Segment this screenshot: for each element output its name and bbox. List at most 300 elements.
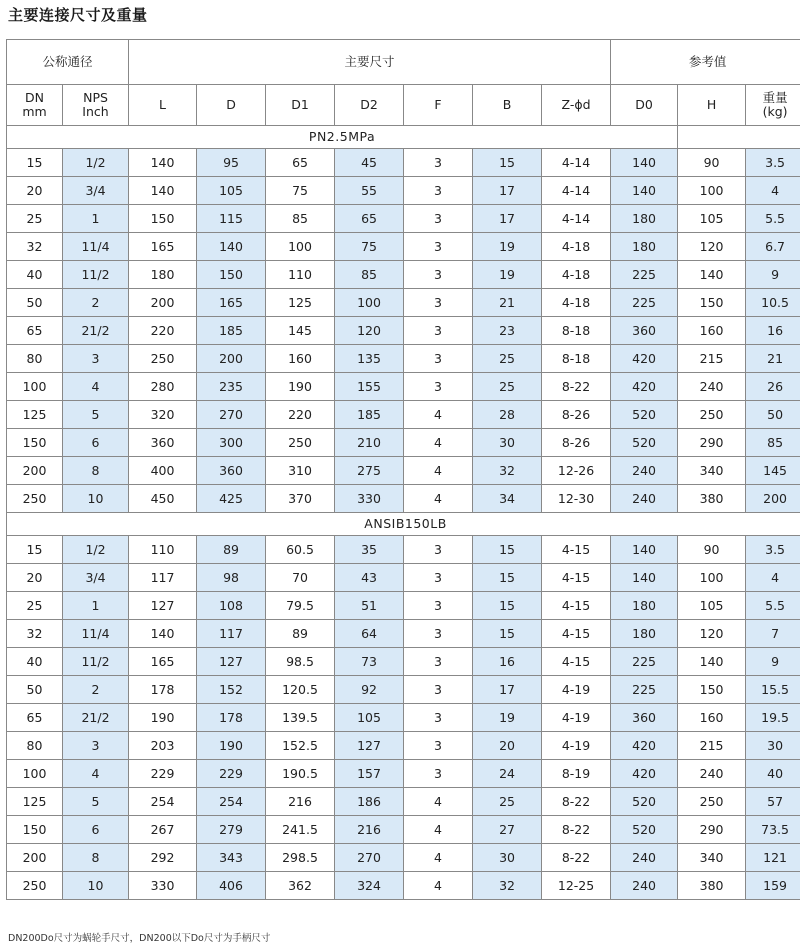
section-row — [7, 513, 800, 536]
cell-d2: 43 — [335, 564, 404, 592]
cell-l: 140 — [129, 620, 197, 648]
cell-d: 343 — [197, 844, 266, 872]
cell-d: 425 — [197, 485, 266, 513]
cell-l: 229 — [129, 760, 197, 788]
cell-d2: 155 — [335, 373, 404, 401]
table-row — [7, 704, 800, 732]
cell-d1: 60.5 — [266, 536, 335, 564]
column-header-label: D2 — [360, 97, 378, 112]
cell-weight: 121 — [746, 844, 800, 872]
column-header-unit: mm — [22, 104, 47, 119]
cell-nps: 4 — [63, 760, 129, 788]
column-header-unit: (kg) — [762, 104, 788, 119]
cell-b: 21 — [473, 289, 542, 317]
cell-dn: 65 — [7, 704, 63, 732]
cell-d1: 310 — [266, 457, 335, 485]
cell-d: 178 — [197, 704, 266, 732]
column-header-label: D1 — [291, 97, 309, 112]
cell-dn: 200 — [7, 457, 63, 485]
table-row — [7, 345, 800, 373]
cell-d2: 51 — [335, 592, 404, 620]
cell-f: 4 — [404, 872, 473, 900]
cell-d: 185 — [197, 317, 266, 345]
cell-b: 25 — [473, 373, 542, 401]
cell-h: 100 — [678, 564, 746, 592]
column-header-z-phi-d — [542, 85, 611, 126]
cell-d2: 35 — [335, 536, 404, 564]
cell-d: 150 — [197, 261, 266, 289]
cell-z-phi-d: 4-19 — [542, 676, 611, 704]
cell-d2: 185 — [335, 401, 404, 429]
cell-nps: 8 — [63, 844, 129, 872]
cell-dn: 20 — [7, 177, 63, 205]
table-row — [7, 261, 800, 289]
column-header-label: Z-ϕd — [561, 97, 591, 112]
cell-h: 140 — [678, 648, 746, 676]
cell-z-phi-d: 4-18 — [542, 289, 611, 317]
cell-d: 254 — [197, 788, 266, 816]
cell-d1: 139.5 — [266, 704, 335, 732]
cell-d0: 420 — [611, 732, 678, 760]
cell-l: 400 — [129, 457, 197, 485]
cell-d0: 140 — [611, 177, 678, 205]
cell-f: 4 — [404, 401, 473, 429]
cell-weight: 26 — [746, 373, 800, 401]
dimensions-table — [6, 39, 800, 900]
cell-f: 3 — [404, 345, 473, 373]
column-header-label: NPS — [83, 90, 108, 105]
column-header-label: F — [434, 97, 442, 112]
cell-l: 254 — [129, 788, 197, 816]
cell-b: 16 — [473, 648, 542, 676]
cell-h: 150 — [678, 289, 746, 317]
cell-h: 100 — [678, 177, 746, 205]
cell-nps: 5 — [63, 788, 129, 816]
cell-h: 140 — [678, 261, 746, 289]
cell-d1: 152.5 — [266, 732, 335, 760]
cell-d2: 275 — [335, 457, 404, 485]
cell-z-phi-d: 8-26 — [542, 401, 611, 429]
cell-d0: 180 — [611, 233, 678, 261]
cell-b: 27 — [473, 816, 542, 844]
cell-f: 3 — [404, 592, 473, 620]
cell-d: 270 — [197, 401, 266, 429]
cell-z-phi-d: 4-15 — [542, 648, 611, 676]
cell-nps: 5 — [63, 401, 129, 429]
cell-z-phi-d: 4-15 — [542, 592, 611, 620]
cell-h: 160 — [678, 704, 746, 732]
cell-dn: 25 — [7, 205, 63, 233]
cell-f: 4 — [404, 457, 473, 485]
cell-nps: 2 — [63, 676, 129, 704]
cell-dn: 50 — [7, 289, 63, 317]
cell-d2: 186 — [335, 788, 404, 816]
cell-weight: 5.5 — [746, 592, 800, 620]
cell-z-phi-d: 8-18 — [542, 345, 611, 373]
cell-l: 165 — [129, 233, 197, 261]
cell-d0: 180 — [611, 592, 678, 620]
table-row — [7, 485, 800, 513]
cell-nps: 3 — [63, 345, 129, 373]
page-title: 主要连接尺寸及重量 — [8, 6, 148, 24]
cell-dn: 40 — [7, 648, 63, 676]
cell-f: 3 — [404, 149, 473, 177]
cell-f: 4 — [404, 788, 473, 816]
cell-weight: 19.5 — [746, 704, 800, 732]
column-header-l — [129, 85, 197, 126]
column-header-h — [678, 85, 746, 126]
cell-d0: 240 — [611, 844, 678, 872]
column-header-label: 重量 — [762, 90, 788, 105]
table-row — [7, 872, 800, 900]
cell-weight: 50 — [746, 401, 800, 429]
cell-weight: 7 — [746, 620, 800, 648]
section-label: PN2.5MPa — [7, 126, 678, 149]
cell-nps: 21/2 — [63, 704, 129, 732]
cell-b: 17 — [473, 177, 542, 205]
cell-dn: 40 — [7, 261, 63, 289]
section-row — [7, 126, 800, 149]
cell-h: 250 — [678, 788, 746, 816]
cell-d2: 100 — [335, 289, 404, 317]
table-row — [7, 760, 800, 788]
cell-d1: 216 — [266, 788, 335, 816]
cell-h: 290 — [678, 429, 746, 457]
cell-dn: 32 — [7, 620, 63, 648]
column-header-d — [197, 85, 266, 126]
cell-d: 127 — [197, 648, 266, 676]
table-row — [7, 816, 800, 844]
cell-b: 32 — [473, 457, 542, 485]
cell-l: 450 — [129, 485, 197, 513]
cell-d0: 420 — [611, 345, 678, 373]
cell-d: 229 — [197, 760, 266, 788]
cell-dn: 15 — [7, 149, 63, 177]
cell-d1: 362 — [266, 872, 335, 900]
table-row — [7, 620, 800, 648]
cell-b: 17 — [473, 205, 542, 233]
cell-d: 152 — [197, 676, 266, 704]
cell-weight: 30 — [746, 732, 800, 760]
cell-weight: 21 — [746, 345, 800, 373]
cell-z-phi-d: 12-30 — [542, 485, 611, 513]
cell-d0: 520 — [611, 816, 678, 844]
cell-weight: 15.5 — [746, 676, 800, 704]
cell-weight: 159 — [746, 872, 800, 900]
column-header-label: B — [502, 97, 512, 112]
cell-d2: 216 — [335, 816, 404, 844]
cell-f: 3 — [404, 676, 473, 704]
cell-b: 15 — [473, 536, 542, 564]
cell-h: 160 — [678, 317, 746, 345]
cell-weight: 145 — [746, 457, 800, 485]
cell-d1: 241.5 — [266, 816, 335, 844]
cell-z-phi-d: 4-19 — [542, 732, 611, 760]
cell-b: 20 — [473, 732, 542, 760]
cell-nps: 2 — [63, 289, 129, 317]
cell-d1: 89 — [266, 620, 335, 648]
cell-f: 3 — [404, 373, 473, 401]
cell-d: 165 — [197, 289, 266, 317]
cell-z-phi-d: 4-15 — [542, 564, 611, 592]
cell-l: 180 — [129, 261, 197, 289]
cell-weight: 10.5 — [746, 289, 800, 317]
cell-b: 30 — [473, 429, 542, 457]
column-header-label: H — [706, 97, 717, 112]
table-row — [7, 373, 800, 401]
column-header-unit: Inch — [82, 104, 109, 119]
cell-d2: 65 — [335, 205, 404, 233]
cell-d: 115 — [197, 205, 266, 233]
cell-dn: 32 — [7, 233, 63, 261]
cell-d: 108 — [197, 592, 266, 620]
cell-b: 15 — [473, 592, 542, 620]
cell-z-phi-d: 4-14 — [542, 149, 611, 177]
column-header-label: DN — [25, 90, 44, 105]
cell-d: 279 — [197, 816, 266, 844]
cell-weight: 85 — [746, 429, 800, 457]
cell-weight: 200 — [746, 485, 800, 513]
cell-d1: 70 — [266, 564, 335, 592]
cell-f: 3 — [404, 704, 473, 732]
cell-z-phi-d: 8-22 — [542, 373, 611, 401]
cell-f: 3 — [404, 177, 473, 205]
cell-d0: 240 — [611, 872, 678, 900]
cell-f: 3 — [404, 648, 473, 676]
cell-f: 3 — [404, 732, 473, 760]
cell-h: 240 — [678, 760, 746, 788]
cell-b: 17 — [473, 676, 542, 704]
cell-d0: 180 — [611, 620, 678, 648]
cell-d1: 79.5 — [266, 592, 335, 620]
header-nominal-diameter: 公称通径 — [7, 40, 129, 85]
cell-f: 4 — [404, 816, 473, 844]
cell-d: 200 — [197, 345, 266, 373]
cell-d1: 220 — [266, 401, 335, 429]
cell-h: 215 — [678, 345, 746, 373]
cell-b: 28 — [473, 401, 542, 429]
cell-z-phi-d: 8-18 — [542, 317, 611, 345]
column-header-dn — [7, 85, 63, 126]
cell-d: 140 — [197, 233, 266, 261]
cell-h: 90 — [678, 536, 746, 564]
cell-weight: 4 — [746, 564, 800, 592]
cell-l: 250 — [129, 345, 197, 373]
column-header-d0 — [611, 85, 678, 126]
cell-z-phi-d: 4-15 — [542, 620, 611, 648]
cell-z-phi-d: 4-14 — [542, 205, 611, 233]
cell-dn: 125 — [7, 788, 63, 816]
cell-d1: 370 — [266, 485, 335, 513]
table-row — [7, 177, 800, 205]
cell-weight: 73.5 — [746, 816, 800, 844]
cell-d0: 360 — [611, 317, 678, 345]
cell-d0: 140 — [611, 536, 678, 564]
cell-f: 4 — [404, 429, 473, 457]
cell-l: 203 — [129, 732, 197, 760]
cell-z-phi-d: 4-18 — [542, 233, 611, 261]
table-row — [7, 732, 800, 760]
cell-l: 220 — [129, 317, 197, 345]
cell-l: 267 — [129, 816, 197, 844]
cell-h: 105 — [678, 205, 746, 233]
table-body — [7, 126, 800, 900]
cell-d1: 125 — [266, 289, 335, 317]
cell-dn: 65 — [7, 317, 63, 345]
cell-l: 140 — [129, 149, 197, 177]
cell-dn: 100 — [7, 760, 63, 788]
cell-h: 90 — [678, 149, 746, 177]
cell-dn: 150 — [7, 816, 63, 844]
cell-d2: 73 — [335, 648, 404, 676]
cell-b: 30 — [473, 844, 542, 872]
cell-d: 98 — [197, 564, 266, 592]
table-row — [7, 429, 800, 457]
table-row — [7, 457, 800, 485]
cell-d0: 240 — [611, 457, 678, 485]
cell-nps: 1/2 — [63, 536, 129, 564]
cell-d0: 225 — [611, 648, 678, 676]
cell-h: 380 — [678, 485, 746, 513]
cell-z-phi-d: 12-25 — [542, 872, 611, 900]
column-header-row — [7, 85, 800, 126]
cell-d: 300 — [197, 429, 266, 457]
cell-h: 150 — [678, 676, 746, 704]
cell-l: 165 — [129, 648, 197, 676]
cell-d2: 330 — [335, 485, 404, 513]
cell-nps: 1/2 — [63, 149, 129, 177]
cell-d0: 180 — [611, 205, 678, 233]
cell-dn: 80 — [7, 345, 63, 373]
column-header-label: L — [159, 97, 166, 112]
cell-d1: 160 — [266, 345, 335, 373]
cell-z-phi-d: 8-19 — [542, 760, 611, 788]
cell-d0: 140 — [611, 149, 678, 177]
table-row — [7, 536, 800, 564]
cell-d0: 225 — [611, 676, 678, 704]
cell-f: 3 — [404, 289, 473, 317]
cell-dn: 250 — [7, 485, 63, 513]
cell-d2: 105 — [335, 704, 404, 732]
cell-dn: 150 — [7, 429, 63, 457]
cell-b: 19 — [473, 261, 542, 289]
column-header-b — [473, 85, 542, 126]
cell-d1: 100 — [266, 233, 335, 261]
cell-nps: 3/4 — [63, 177, 129, 205]
cell-d2: 127 — [335, 732, 404, 760]
cell-nps: 11/2 — [63, 261, 129, 289]
cell-d: 235 — [197, 373, 266, 401]
cell-b: 19 — [473, 704, 542, 732]
table-row — [7, 676, 800, 704]
cell-l: 178 — [129, 676, 197, 704]
cell-weight: 9 — [746, 648, 800, 676]
cell-d2: 135 — [335, 345, 404, 373]
cell-weight: 3.5 — [746, 536, 800, 564]
table-row — [7, 149, 800, 177]
cell-d1: 120.5 — [266, 676, 335, 704]
header-reference-values: 参考值 — [611, 40, 800, 85]
cell-h: 250 — [678, 401, 746, 429]
cell-nps: 11/4 — [63, 620, 129, 648]
cell-d2: 324 — [335, 872, 404, 900]
cell-d: 190 — [197, 732, 266, 760]
cell-d2: 85 — [335, 261, 404, 289]
column-header-f — [404, 85, 473, 126]
cell-d: 95 — [197, 149, 266, 177]
cell-d0: 420 — [611, 373, 678, 401]
cell-d2: 210 — [335, 429, 404, 457]
table-row — [7, 648, 800, 676]
cell-z-phi-d: 4-14 — [542, 177, 611, 205]
cell-d0: 520 — [611, 788, 678, 816]
cell-dn: 50 — [7, 676, 63, 704]
cell-nps: 3/4 — [63, 564, 129, 592]
cell-h: 290 — [678, 816, 746, 844]
table-row — [7, 233, 800, 261]
cell-z-phi-d: 8-26 — [542, 429, 611, 457]
cell-nps: 3 — [63, 732, 129, 760]
cell-d0: 360 — [611, 704, 678, 732]
cell-b: 15 — [473, 620, 542, 648]
cell-f: 4 — [404, 485, 473, 513]
cell-b: 15 — [473, 564, 542, 592]
cell-dn: 100 — [7, 373, 63, 401]
cell-d1: 250 — [266, 429, 335, 457]
cell-h: 120 — [678, 233, 746, 261]
cell-d2: 120 — [335, 317, 404, 345]
cell-weight: 40 — [746, 760, 800, 788]
cell-d: 117 — [197, 620, 266, 648]
cell-f: 3 — [404, 564, 473, 592]
column-header-d2 — [335, 85, 404, 126]
cell-weight: 16 — [746, 317, 800, 345]
cell-f: 4 — [404, 844, 473, 872]
cell-d: 105 — [197, 177, 266, 205]
cell-d1: 65 — [266, 149, 335, 177]
cell-z-phi-d: 4-15 — [542, 536, 611, 564]
cell-d0: 225 — [611, 289, 678, 317]
cell-f: 3 — [404, 233, 473, 261]
cell-l: 360 — [129, 429, 197, 457]
cell-l: 280 — [129, 373, 197, 401]
cell-weight: 5.5 — [746, 205, 800, 233]
cell-dn: 200 — [7, 844, 63, 872]
cell-d: 406 — [197, 872, 266, 900]
column-header-weight — [746, 85, 800, 126]
cell-nps: 6 — [63, 429, 129, 457]
cell-l: 330 — [129, 872, 197, 900]
cell-z-phi-d: 8-22 — [542, 788, 611, 816]
table-row — [7, 592, 800, 620]
cell-z-phi-d: 8-22 — [542, 816, 611, 844]
cell-d2: 64 — [335, 620, 404, 648]
cell-z-phi-d: 4-19 — [542, 704, 611, 732]
cell-f: 3 — [404, 317, 473, 345]
cell-nps: 11/4 — [63, 233, 129, 261]
table-row — [7, 844, 800, 872]
cell-b: 23 — [473, 317, 542, 345]
cell-d2: 75 — [335, 233, 404, 261]
cell-d0: 520 — [611, 401, 678, 429]
table-row — [7, 317, 800, 345]
section-label: ANSIB150LB — [7, 513, 800, 536]
cell-weight: 3.5 — [746, 149, 800, 177]
cell-nps: 1 — [63, 205, 129, 233]
column-header-d1 — [266, 85, 335, 126]
cell-h: 240 — [678, 373, 746, 401]
cell-nps: 10 — [63, 485, 129, 513]
